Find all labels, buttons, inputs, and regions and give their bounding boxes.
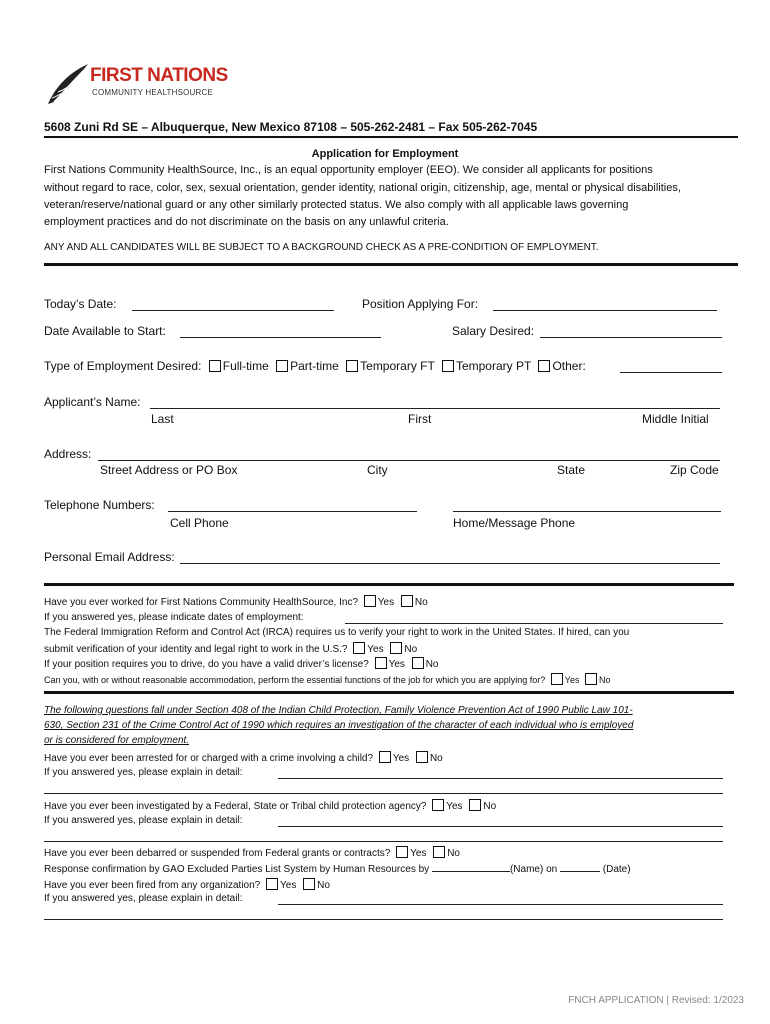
- home-phone-field[interactable]: [453, 511, 721, 512]
- questions-divider: [44, 691, 734, 694]
- other-checkbox[interactable]: [538, 360, 550, 372]
- irca-line-2: submit verification of your identity and legal right to work in the U.S.?: [44, 644, 348, 655]
- form-title: Application for Employment: [311, 148, 459, 160]
- todays-date-field[interactable]: [132, 310, 334, 311]
- tempft-checkbox[interactable]: [346, 360, 358, 372]
- fired-explain-field-1[interactable]: [278, 904, 723, 905]
- q-essential-functions: [44, 673, 611, 685]
- cell-phone-caption: Cell Phone: [170, 516, 229, 530]
- first-name-caption: First: [408, 412, 432, 426]
- drive-no-checkbox[interactable]: [412, 657, 424, 669]
- gao-name-field[interactable]: [432, 862, 510, 872]
- yes-label: Yes: [410, 848, 427, 859]
- no-label: No: [414, 597, 428, 608]
- drive-yes-checkbox[interactable]: [375, 657, 387, 669]
- employment-type-row: [44, 359, 586, 373]
- investigated-explain-label: If you answered yes, please explain in detail:: [44, 815, 243, 826]
- fired-explain-field-2[interactable]: [44, 919, 723, 920]
- logo-main: FIRST NATIONS: [90, 65, 228, 86]
- intro-divider: [44, 263, 738, 266]
- investigated-explain-field-2[interactable]: [44, 841, 723, 842]
- position-field[interactable]: [493, 310, 717, 311]
- essential-yes-checkbox[interactable]: [551, 673, 563, 685]
- dates-of-employment-field[interactable]: [345, 623, 723, 624]
- applicant-name-label: Applicant’s Name:: [44, 395, 141, 409]
- yes-label: Yes: [446, 801, 463, 812]
- state-caption: State: [557, 463, 586, 477]
- q-worked-before: [44, 595, 428, 608]
- applicant-name-field[interactable]: [150, 408, 720, 409]
- investigated-no-checkbox[interactable]: [469, 799, 481, 811]
- city-caption: City: [367, 463, 388, 477]
- logo: [44, 60, 228, 110]
- gao-date-field[interactable]: [560, 862, 600, 872]
- parttime-checkbox[interactable]: [276, 360, 288, 372]
- address-field[interactable]: [98, 460, 720, 461]
- telephone-label: Telephone Numbers:: [44, 498, 155, 512]
- q-drivers-license: [44, 657, 439, 670]
- yes-label: Yes: [377, 597, 395, 608]
- debarred-yes-checkbox[interactable]: [396, 846, 408, 858]
- q-arrested: [44, 751, 443, 764]
- date-available-label: Date Available to Start:: [44, 324, 166, 338]
- fulltime-checkbox[interactable]: [209, 360, 221, 372]
- section408-line-1: The following questions fall under Section 408 of the Indian Child Protection, Family Violence Prevention Act of 1990 Public Law 101-: [44, 705, 633, 716]
- eeo-line-2: without regard to race, color, sex, sexual orientation, gender identity, national origin, citizenship, age, mental or physical disabilities,: [44, 182, 681, 194]
- fired-no-checkbox[interactable]: [303, 878, 315, 890]
- investigated-text: Have you ever been investigated by a Federal, State or Tribal child protection agency?: [44, 801, 427, 812]
- position-label: Position Applying For:: [362, 297, 479, 311]
- no-label: No: [447, 848, 460, 859]
- last-name-caption: Last: [151, 412, 174, 426]
- investigated-yes-checkbox[interactable]: [432, 799, 444, 811]
- street-caption: Street Address or PO Box: [100, 463, 238, 477]
- logo-sub: COMMUNITY HEALTHSOURCE: [92, 88, 214, 97]
- irca-no-checkbox[interactable]: [390, 642, 402, 654]
- footer-revision: FNCH APPLICATION | Revised: 1/2023: [568, 995, 744, 1006]
- q-worked-before-text: Have you ever worked for First Nations Community HealthSource, Inc?: [44, 597, 359, 608]
- no-label: No: [404, 644, 418, 655]
- background-check-notice: ANY AND ALL CANDIDATES WILL BE SUBJECT TO A BACKGROUND CHECK AS A PRE-CONDITION OF EMPLOYMENT.: [44, 242, 599, 253]
- salary-label: Salary Desired:: [452, 324, 535, 338]
- tempft-label: Temporary FT: [360, 359, 435, 373]
- no-label: No: [429, 753, 443, 764]
- eeo-line-1: First Nations Community HealthSource, Inc., is an equal opportunity employer (EEO). We consider all applicants for positions: [44, 164, 653, 176]
- investigated-explain-field-1[interactable]: [278, 826, 723, 827]
- yes-label: Yes: [564, 675, 580, 685]
- header-divider: [44, 136, 738, 138]
- arrested-yes-checkbox[interactable]: [379, 751, 391, 763]
- zip-caption: Zip Code: [670, 463, 719, 477]
- feather-logo-icon: [44, 60, 92, 108]
- gao-text-c: (Date): [602, 864, 631, 875]
- no-label: No: [483, 801, 497, 812]
- fired-explain-label: If you answered yes, please explain in detail:: [44, 893, 243, 904]
- temppt-checkbox[interactable]: [442, 360, 454, 372]
- other-field[interactable]: [620, 372, 722, 373]
- arrested-explain-field-1[interactable]: [278, 778, 723, 779]
- section408-line-3: or is considered for employment.: [44, 735, 190, 746]
- fired-yes-checkbox[interactable]: [266, 878, 278, 890]
- cell-phone-field[interactable]: [168, 511, 417, 512]
- yes-label: Yes: [367, 644, 384, 655]
- fulltime-label: Full-time: [222, 359, 269, 373]
- q-dates-of-employment: If you answered yes, please indicate dates of employment:: [44, 612, 304, 623]
- no-label: No: [317, 880, 330, 891]
- arrested-explain-label: If you answered yes, please explain in detail:: [44, 767, 243, 778]
- section408-line-2: 630, Section 231 of the Crime Control Act of 1990 which requires an investigation of the character of each individual who is employed: [44, 720, 634, 731]
- home-phone-caption: Home/Message Phone: [453, 516, 576, 530]
- debarred-text: Have you ever been debarred or suspended from Federal grants or contracts?: [44, 848, 391, 859]
- email-field[interactable]: [180, 563, 720, 564]
- contact-divider: [44, 583, 734, 586]
- eeo-line-3: veteran/reserve/national guard or any other similarly protected status. We also comply with all applicable laws governing: [44, 199, 629, 211]
- no-label: No: [425, 659, 439, 670]
- irca-yes-checkbox[interactable]: [353, 642, 365, 654]
- middle-initial-caption: Middle Initial: [642, 412, 709, 426]
- q-investigated: [44, 799, 496, 812]
- eeo-line-4: employment practices and do not discriminate on the basis on any unlawful criteria.: [44, 216, 449, 228]
- worked-yes-checkbox[interactable]: [364, 595, 376, 607]
- salary-field[interactable]: [540, 337, 722, 338]
- worked-no-checkbox[interactable]: [401, 595, 413, 607]
- essential-text: Can you, with or without reasonable accommodation, perform the essential functions of the job for which you are applying for?: [44, 675, 546, 685]
- address-label: Address:: [44, 447, 92, 461]
- todays-date-label: Today’s Date:: [44, 297, 117, 311]
- gao-text-a: Response confirmation by GAO Excluded Parties List System by Human Resources by: [44, 864, 430, 875]
- employment-type-label: Type of Employment Desired:: [44, 359, 202, 373]
- other-label: Other:: [552, 359, 586, 373]
- arrested-no-checkbox[interactable]: [416, 751, 428, 763]
- yes-label: Yes: [392, 753, 410, 764]
- q-irca: [44, 642, 417, 655]
- q-fired: [44, 878, 330, 891]
- q-debarred: [44, 846, 460, 859]
- gao-text-b: (Name) on: [509, 864, 558, 875]
- no-label: No: [599, 675, 611, 685]
- essential-no-checkbox[interactable]: [585, 673, 597, 685]
- date-available-field[interactable]: [180, 337, 381, 338]
- gao-confirmation: [44, 862, 631, 875]
- yes-label: Yes: [388, 659, 405, 670]
- arrested-text: Have you ever been arrested for or charged with a crime involving a child?: [44, 753, 374, 764]
- header-address: 5608 Zuni Rd SE – Albuquerque, New Mexico 87108 – 505-262-2481 – Fax 505-262-7045: [44, 120, 538, 134]
- yes-label: Yes: [280, 880, 297, 891]
- parttime-label: Part-time: [290, 359, 339, 373]
- drive-text: If your position requires you to drive, do you have a valid driver’s license?: [44, 659, 369, 670]
- debarred-no-checkbox[interactable]: [433, 846, 445, 858]
- fired-text: Have you ever been fired from any organization?: [44, 880, 261, 891]
- irca-line-1: The Federal Immigration Reform and Control Act (IRCA) requires us to verify your right to work in the United States. If hired, can you: [44, 627, 630, 638]
- temppt-label: Temporary PT: [455, 359, 532, 373]
- arrested-explain-field-2[interactable]: [44, 793, 723, 794]
- email-label: Personal Email Address:: [44, 550, 175, 564]
